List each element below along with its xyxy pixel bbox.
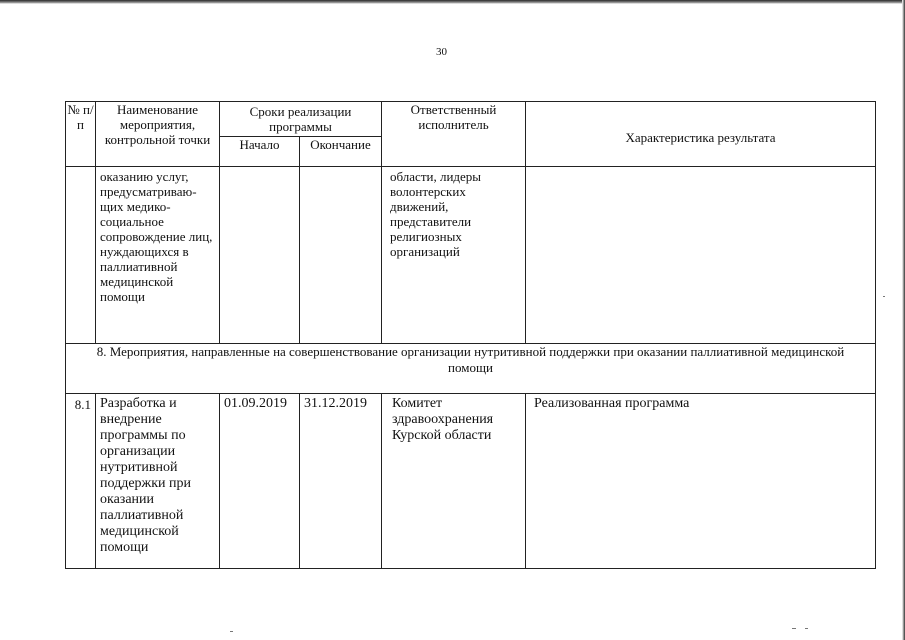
scan-speck	[883, 296, 885, 297]
section-row	[66, 344, 876, 394]
activity-plan-table	[65, 101, 876, 569]
header-number: № п/п	[66, 102, 96, 167]
scan-speck	[805, 628, 808, 629]
scan-speck	[792, 628, 796, 629]
table-row	[66, 394, 876, 569]
cell-name: Разработка и внедрение программы по организации нутритивной поддержки при оказании паллиативной медицинской помощи	[96, 394, 220, 569]
header-period: Сроки реализации программы	[220, 102, 382, 137]
cell-start	[220, 167, 300, 344]
cell-number	[66, 167, 96, 344]
header-name: Наименование мероприятия, контрольной точки	[96, 102, 220, 167]
header-result: Характеристика результата	[526, 102, 876, 167]
cell-responsible: Комитет здравоохранения Курской области	[382, 394, 526, 569]
cell-number: 8.1	[66, 394, 96, 569]
header-responsible: Ответственный исполнитель	[382, 102, 526, 167]
section-title: 8. Мероприятия, направленные на совершенствование организации нутритивной поддержки при оказании паллиативной медицинской помощи	[66, 344, 876, 394]
cell-end: 31.12.2019	[300, 394, 382, 569]
cell-responsible: области, лидеры волонтерских движений, представители религиозных организаций	[382, 167, 526, 344]
cell-result	[526, 167, 876, 344]
cell-start: 01.09.2019	[220, 394, 300, 569]
table-header-row	[66, 102, 876, 137]
scan-edge-top	[0, 0, 905, 4]
cell-result: Реализованная программа	[526, 394, 876, 569]
page-number: 30	[436, 46, 447, 58]
cell-end	[300, 167, 382, 344]
table-row	[66, 167, 876, 344]
cell-name: оказанию услуг, предусматриваю-щих медико-социальное сопровождение лиц, нуждающихся в паллиативной медицинской помощи	[96, 167, 220, 344]
header-end: Окончание	[300, 137, 382, 167]
scan-speck	[230, 631, 233, 632]
header-start: Начало	[220, 137, 300, 167]
